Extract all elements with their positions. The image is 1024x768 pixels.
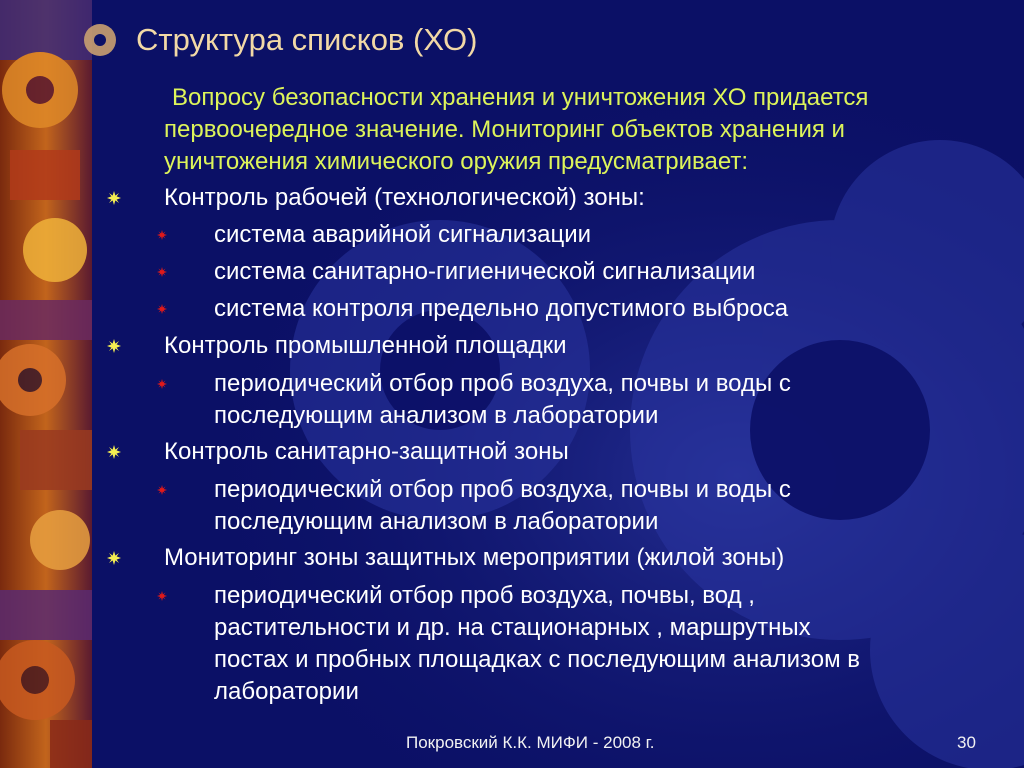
list-item-line: периодический отбор проб воздуха, почвы и воды с	[214, 370, 791, 397]
page-number: 30	[957, 733, 976, 752]
starburst-bullet-icon	[107, 551, 121, 565]
list-item	[214, 474, 791, 538]
intro-line: первоочередное значение. Мониторинг объектов хранения и	[164, 116, 845, 143]
red-starburst-bullet-icon	[157, 379, 167, 389]
section-heading	[164, 330, 567, 362]
list-item-line: постах и пробных площадках с последующим анализом в	[214, 646, 861, 673]
list-item	[214, 256, 755, 288]
list-item	[214, 580, 860, 708]
section-label: Мониторинг зоны защитных мероприятии (жилой зоны)	[164, 544, 785, 571]
red-starburst-bullet-icon	[157, 267, 167, 277]
section-label: Контроль санитарно-защитной зоны	[164, 438, 569, 465]
list-item	[214, 368, 791, 432]
footer-text: Покровский К.К. МИФИ - 2008 г.	[406, 733, 655, 752]
list-item-line: лаборатории	[214, 678, 359, 705]
starburst-bullet-icon	[107, 445, 121, 459]
intro-line: уничтожения химического оружия предусматривает:	[164, 148, 749, 175]
intro-paragraph	[164, 82, 1004, 178]
list-item-line: система санитарно-гигиенической сигнализации	[214, 258, 756, 285]
starburst-bullet-icon	[107, 191, 121, 205]
red-starburst-bullet-icon	[157, 230, 167, 240]
section-label: Контроль промышленной площадки	[164, 332, 567, 359]
red-starburst-bullet-icon	[157, 591, 167, 601]
list-item-line: последующим анализом в лаборатории	[214, 508, 659, 535]
slide-title: Структура списков (ХО)	[136, 22, 478, 57]
list-item-line: периодический отбор проб воздуха, почвы, вод ,	[214, 582, 755, 609]
section-heading	[164, 436, 569, 468]
list-item	[214, 293, 788, 325]
intro-line: Вопросу безопасности хранения и уничтожения ХО придается	[172, 84, 869, 111]
list-item-line: система аварийной сигнализации	[214, 221, 592, 248]
list-item-line: система контроля предельно допустимого выброса	[214, 295, 789, 322]
red-starburst-bullet-icon	[157, 485, 167, 495]
section-label: Контроль рабочей (технологической) зоны:	[164, 184, 645, 211]
list-item	[214, 219, 591, 251]
list-item-line: растительности и др. на стационарных , маршрутных	[214, 614, 811, 641]
list-item-line: последующим анализом в лаборатории	[214, 402, 659, 429]
list-item-line: периодический отбор проб воздуха, почвы и воды с	[214, 476, 791, 503]
red-starburst-bullet-icon	[157, 304, 167, 314]
starburst-bullet-icon	[107, 339, 121, 353]
section-heading	[164, 542, 784, 574]
section-heading	[164, 182, 645, 214]
